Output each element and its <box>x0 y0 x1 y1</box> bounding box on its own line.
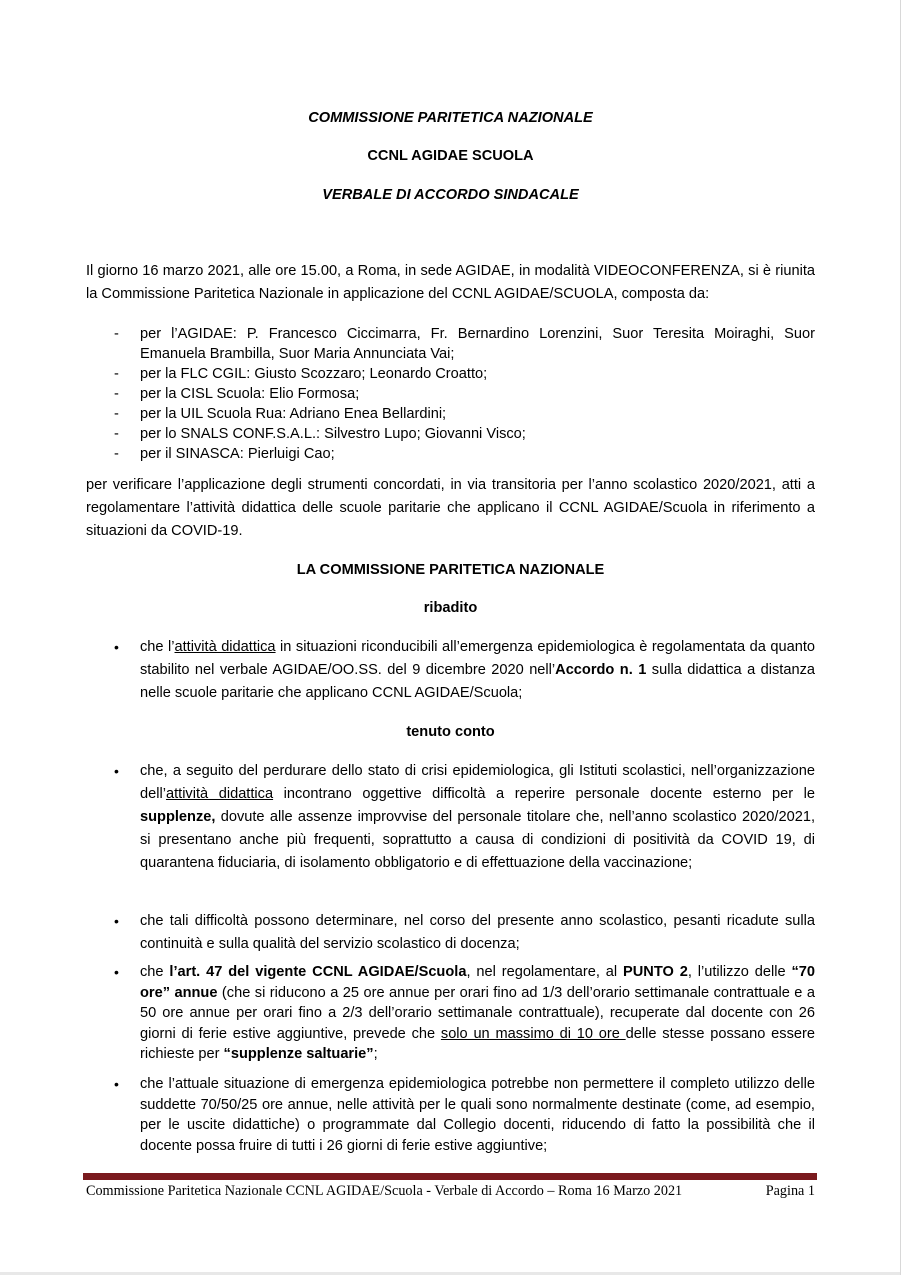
title-ccnl: CCNL AGIDAE SCUOLA <box>367 148 534 164</box>
tenuto-text-2: che tali difficoltà possono determinare, nel corso del presente anno scolastico, pesanti ricadute sulla continuità e sulla qualità del servizio scolastico di docenza; <box>140 913 815 952</box>
bullet-marker: • <box>114 913 119 929</box>
tenuto-text-4: che l’attuale situazione di emergenza epidemiologica potrebbe non permettere il completo utilizzo delle suddette 70/50/25 ore annue, nelle attività per le quali sono normalmente destinate (come, ad esempio, per le uscite didattiche) o programmate dal Collegio docenti, riducendo di fatto la possibilità che il docente possa fruire di tutti i 26 giorni di ferie estive aggiuntive; <box>140 1076 815 1154</box>
ribadito-item <box>86 636 815 705</box>
dash-marker: - <box>114 446 119 462</box>
footer-page-number: Pagina 1 <box>765 1183 815 1199</box>
list-item <box>86 364 815 384</box>
member-flc-cgil: per la FLC CGIL: Giusto Scozzaro; Leonardo Croatto; <box>140 366 488 382</box>
dash-marker: - <box>114 366 119 382</box>
section-heading: LA COMMISSIONE PARITETICA NAZIONALE <box>296 562 605 578</box>
list-item <box>86 324 815 364</box>
dash-marker: - <box>114 426 119 442</box>
intro-paragraph: Il giorno 16 marzo 2021, alle ore 15.00, a Roma, in sede AGIDAE, in modalità VIDEOCONFERENZA, si è riunita la Commissione Paritetica Nazionale in applicazione del CCNL AGIDAE/SCUOLA, composta da: <box>86 263 815 302</box>
tenuto-item-4 <box>86 1074 815 1156</box>
footer-divider <box>83 1173 817 1180</box>
member-sinasca: per il SINASCA: Pierluigi Cao; <box>140 446 335 462</box>
bullet-marker: • <box>114 639 119 655</box>
member-uil: per la UIL Scuola Rua: Adriano Enea Bellardini; <box>140 406 447 422</box>
title-verbale: VERBALE DI ACCORDO SINDACALE <box>322 187 579 203</box>
tenuto-item-1 <box>86 760 815 875</box>
tenuto-item-3 <box>86 962 815 1065</box>
member-cisl: per la CISL Scuola: Elio Formosa; <box>140 386 360 402</box>
member-agidae: per l’AGIDAE: P. Francesco Ciccimarra, Fr. Bernardino Lorenzini, Suor Teresita Moiraghi, Suor Emanuela Brambilla, Suor Maria Annunciata Vai; <box>140 326 815 362</box>
ribadito-text: che l’attività didattica in situazioni riconducibili all’emergenza epidemiologica è regolamentata da quanto stabilito nel verbale AGIDAE/OO.SS. del 9 dicembre 2020 nell’Accordo n. 1 sulla didattica a distanza nelle scuole paritarie che applicano CCNL AGIDAE/Scuola; <box>140 639 815 701</box>
list-item <box>86 444 815 464</box>
dash-marker: - <box>114 406 119 422</box>
dash-marker: - <box>114 386 119 402</box>
tenuto-text-1: che, a seguito del perdurare dello stato di crisi epidemiologica, gli Istituti scolastici, nell’organizzazione dell’attività didattica incontrano oggettive difficoltà a reperire personale docente esterno per le supplenze, dovute alle assenze improvvise del personale titolare che, nell’anno scolastico 2020/2021, si presentano anche più frequenti, soprattutto a causa di condizioni di positività da COVID 19, di quarantena fiduciaria, di isolamento obbligatorio e di effettuazione della vaccinazione; <box>140 763 815 871</box>
list-item <box>86 424 815 444</box>
title-commissione: COMMISSIONE PARITETICA NAZIONALE <box>308 110 593 126</box>
ribadito-heading: ribadito <box>423 600 478 616</box>
tenuto-heading: tenuto conto <box>406 724 495 740</box>
bullet-marker: • <box>114 964 119 980</box>
members-list <box>86 324 815 464</box>
dash-marker: - <box>114 326 119 342</box>
purpose-paragraph: per verificare l’applicazione degli strumenti concordati, in via transitoria per l’anno scolastico 2020/2021, atti a regolamentare l’attività didattica delle scuole paritarie che applicano il CCNL AGIDAE/Scuola in riferimento a situazioni da COVID-19. <box>86 477 815 539</box>
bullet-marker: • <box>114 763 119 779</box>
member-snals: per lo SNALS CONF.S.A.L.: Silvestro Lupo; Giovanni Visco; <box>140 426 526 442</box>
list-item <box>86 384 815 404</box>
footer-document-title: Commissione Paritetica Nazionale CCNL AGIDAE/Scuola - Verbale di Accordo – Roma 16 Marzo 2021 <box>86 1183 683 1199</box>
tenuto-item-2 <box>86 910 815 956</box>
list-item <box>86 404 815 424</box>
tenuto-text-3: che l’art. 47 del vigente CCNL AGIDAE/Scuola, nel regolamentare, al PUNTO 2, l’utilizzo delle “70 ore” annue (che si riducono a 25 ore annue per orari fino ad 1/3 dell’orario settimanale contrattuale e a 50 ore annue per orari fino a 2/3 dell’orario settimanale contrattuale), recuperate dal docente con 26 giorni di ferie estive aggiuntive, prevede che solo un massimo di 10 ore delle stesse possano essere richieste per “supplenze saltuarie”; <box>140 964 815 1062</box>
bullet-marker: • <box>114 1076 119 1092</box>
